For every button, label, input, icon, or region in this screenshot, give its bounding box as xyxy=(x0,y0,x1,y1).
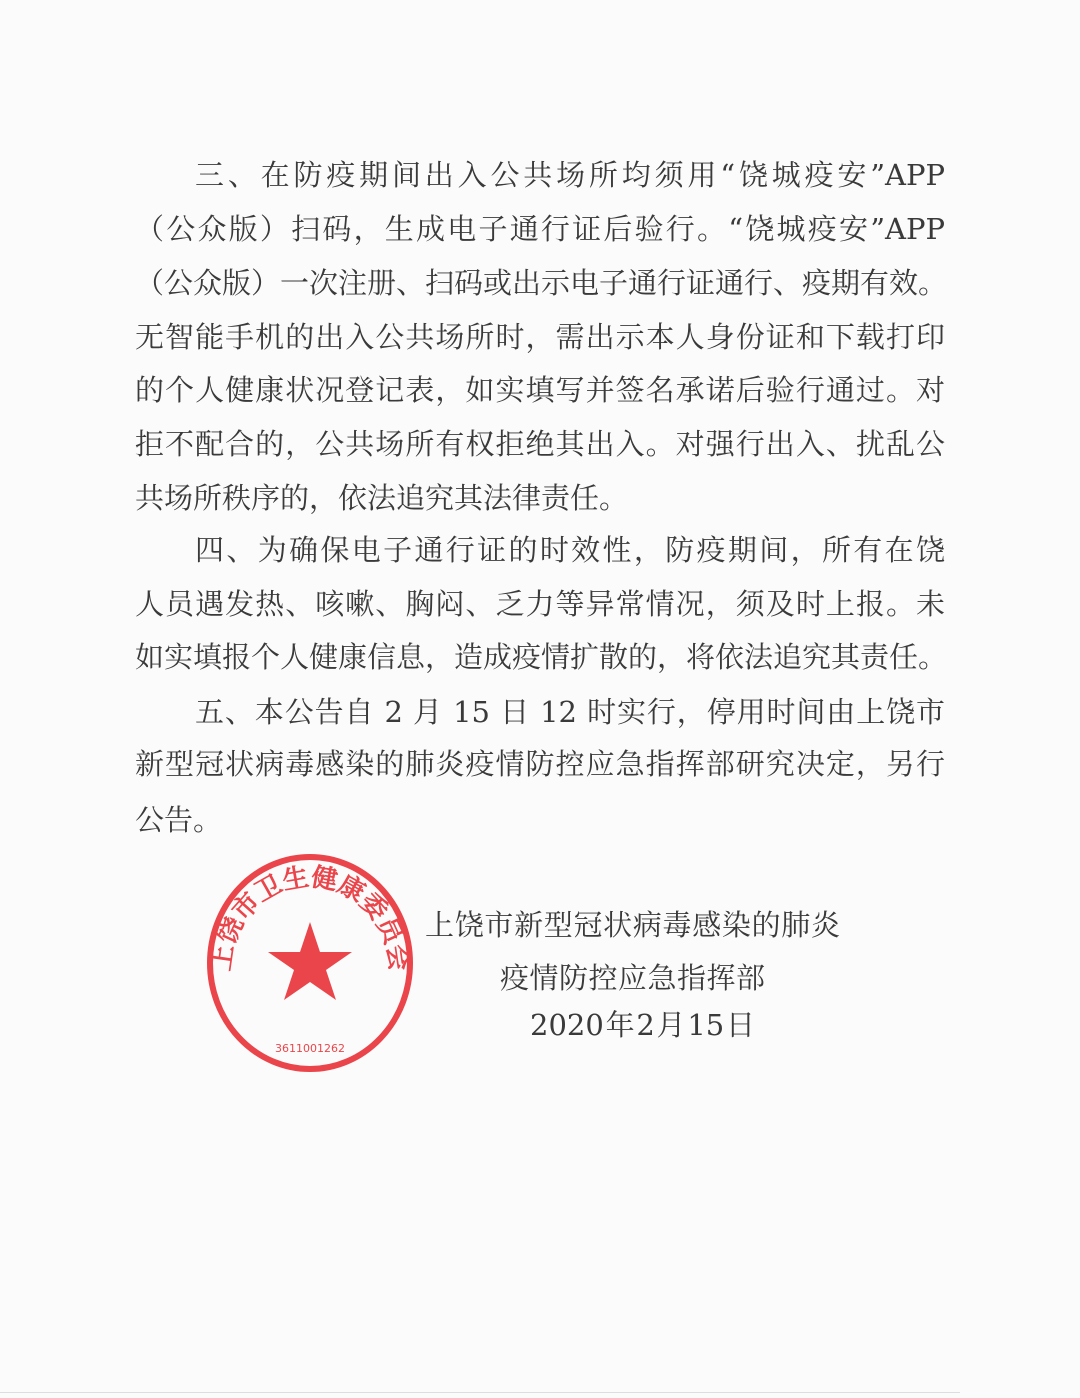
official-seal xyxy=(205,852,415,1074)
page-edge xyxy=(0,1392,960,1393)
signature-org-line2: 疫情防控应急指挥部 xyxy=(500,961,765,995)
paragraph-4-line: 如实填报个人健康信息，造成疫情扩散的，将依法追究其责任。 xyxy=(135,640,948,674)
paragraph-3-line: 无智能手机的出入公共场所时，需出示本人身份证和下载打印 xyxy=(135,320,945,354)
signature-org-line1: 上饶市新型冠状病毒感染的肺炎 xyxy=(425,908,840,942)
signature-date: 2020年2月15日 xyxy=(530,1008,755,1042)
seal-star-icon xyxy=(268,922,352,1000)
paragraph-3-line: 的个人健康状况登记表，如实填写并签名承诺后验行通过。对 xyxy=(135,373,945,407)
paragraph-3-line: （公众版）一次注册、扫码或出示电子通行证通行、疫期有效。 xyxy=(135,266,948,300)
seal-number: 3611001262 xyxy=(275,1042,345,1055)
paragraph-5-line: 五、本公告自 2 月 15 日 12 时实行，停用时间由上饶市 xyxy=(195,695,945,729)
paragraph-3-line: 共场所秩序的，依法追究其法律责任。 xyxy=(135,481,629,515)
paragraph-5-line: 公告。 xyxy=(135,803,223,837)
paragraph-3-line: （公众版）扫码，生成电子通行证后验行。“饶城疫安”APP xyxy=(135,212,945,246)
paragraph-3-line: 三、在防疫期间出入公共场所均须用“饶城疫安”APP xyxy=(195,158,945,192)
paragraph-5-line: 新型冠状病毒感染的肺炎疫情防控应急指挥部研究决定，另行 xyxy=(135,747,945,781)
seal-text: 上饶市卫生健康委员会 xyxy=(206,862,414,973)
paragraph-4-line: 人员遇发热、咳嗽、胸闷、乏力等异常情况，须及时上报。未 xyxy=(135,587,945,621)
paragraph-3-line: 拒不配合的，公共场所有权拒绝其出入。对强行出入、扰乱公 xyxy=(135,427,945,461)
paragraph-4-line: 四、为确保电子通行证的时效性，防疫期间，所有在饶 xyxy=(195,533,945,567)
